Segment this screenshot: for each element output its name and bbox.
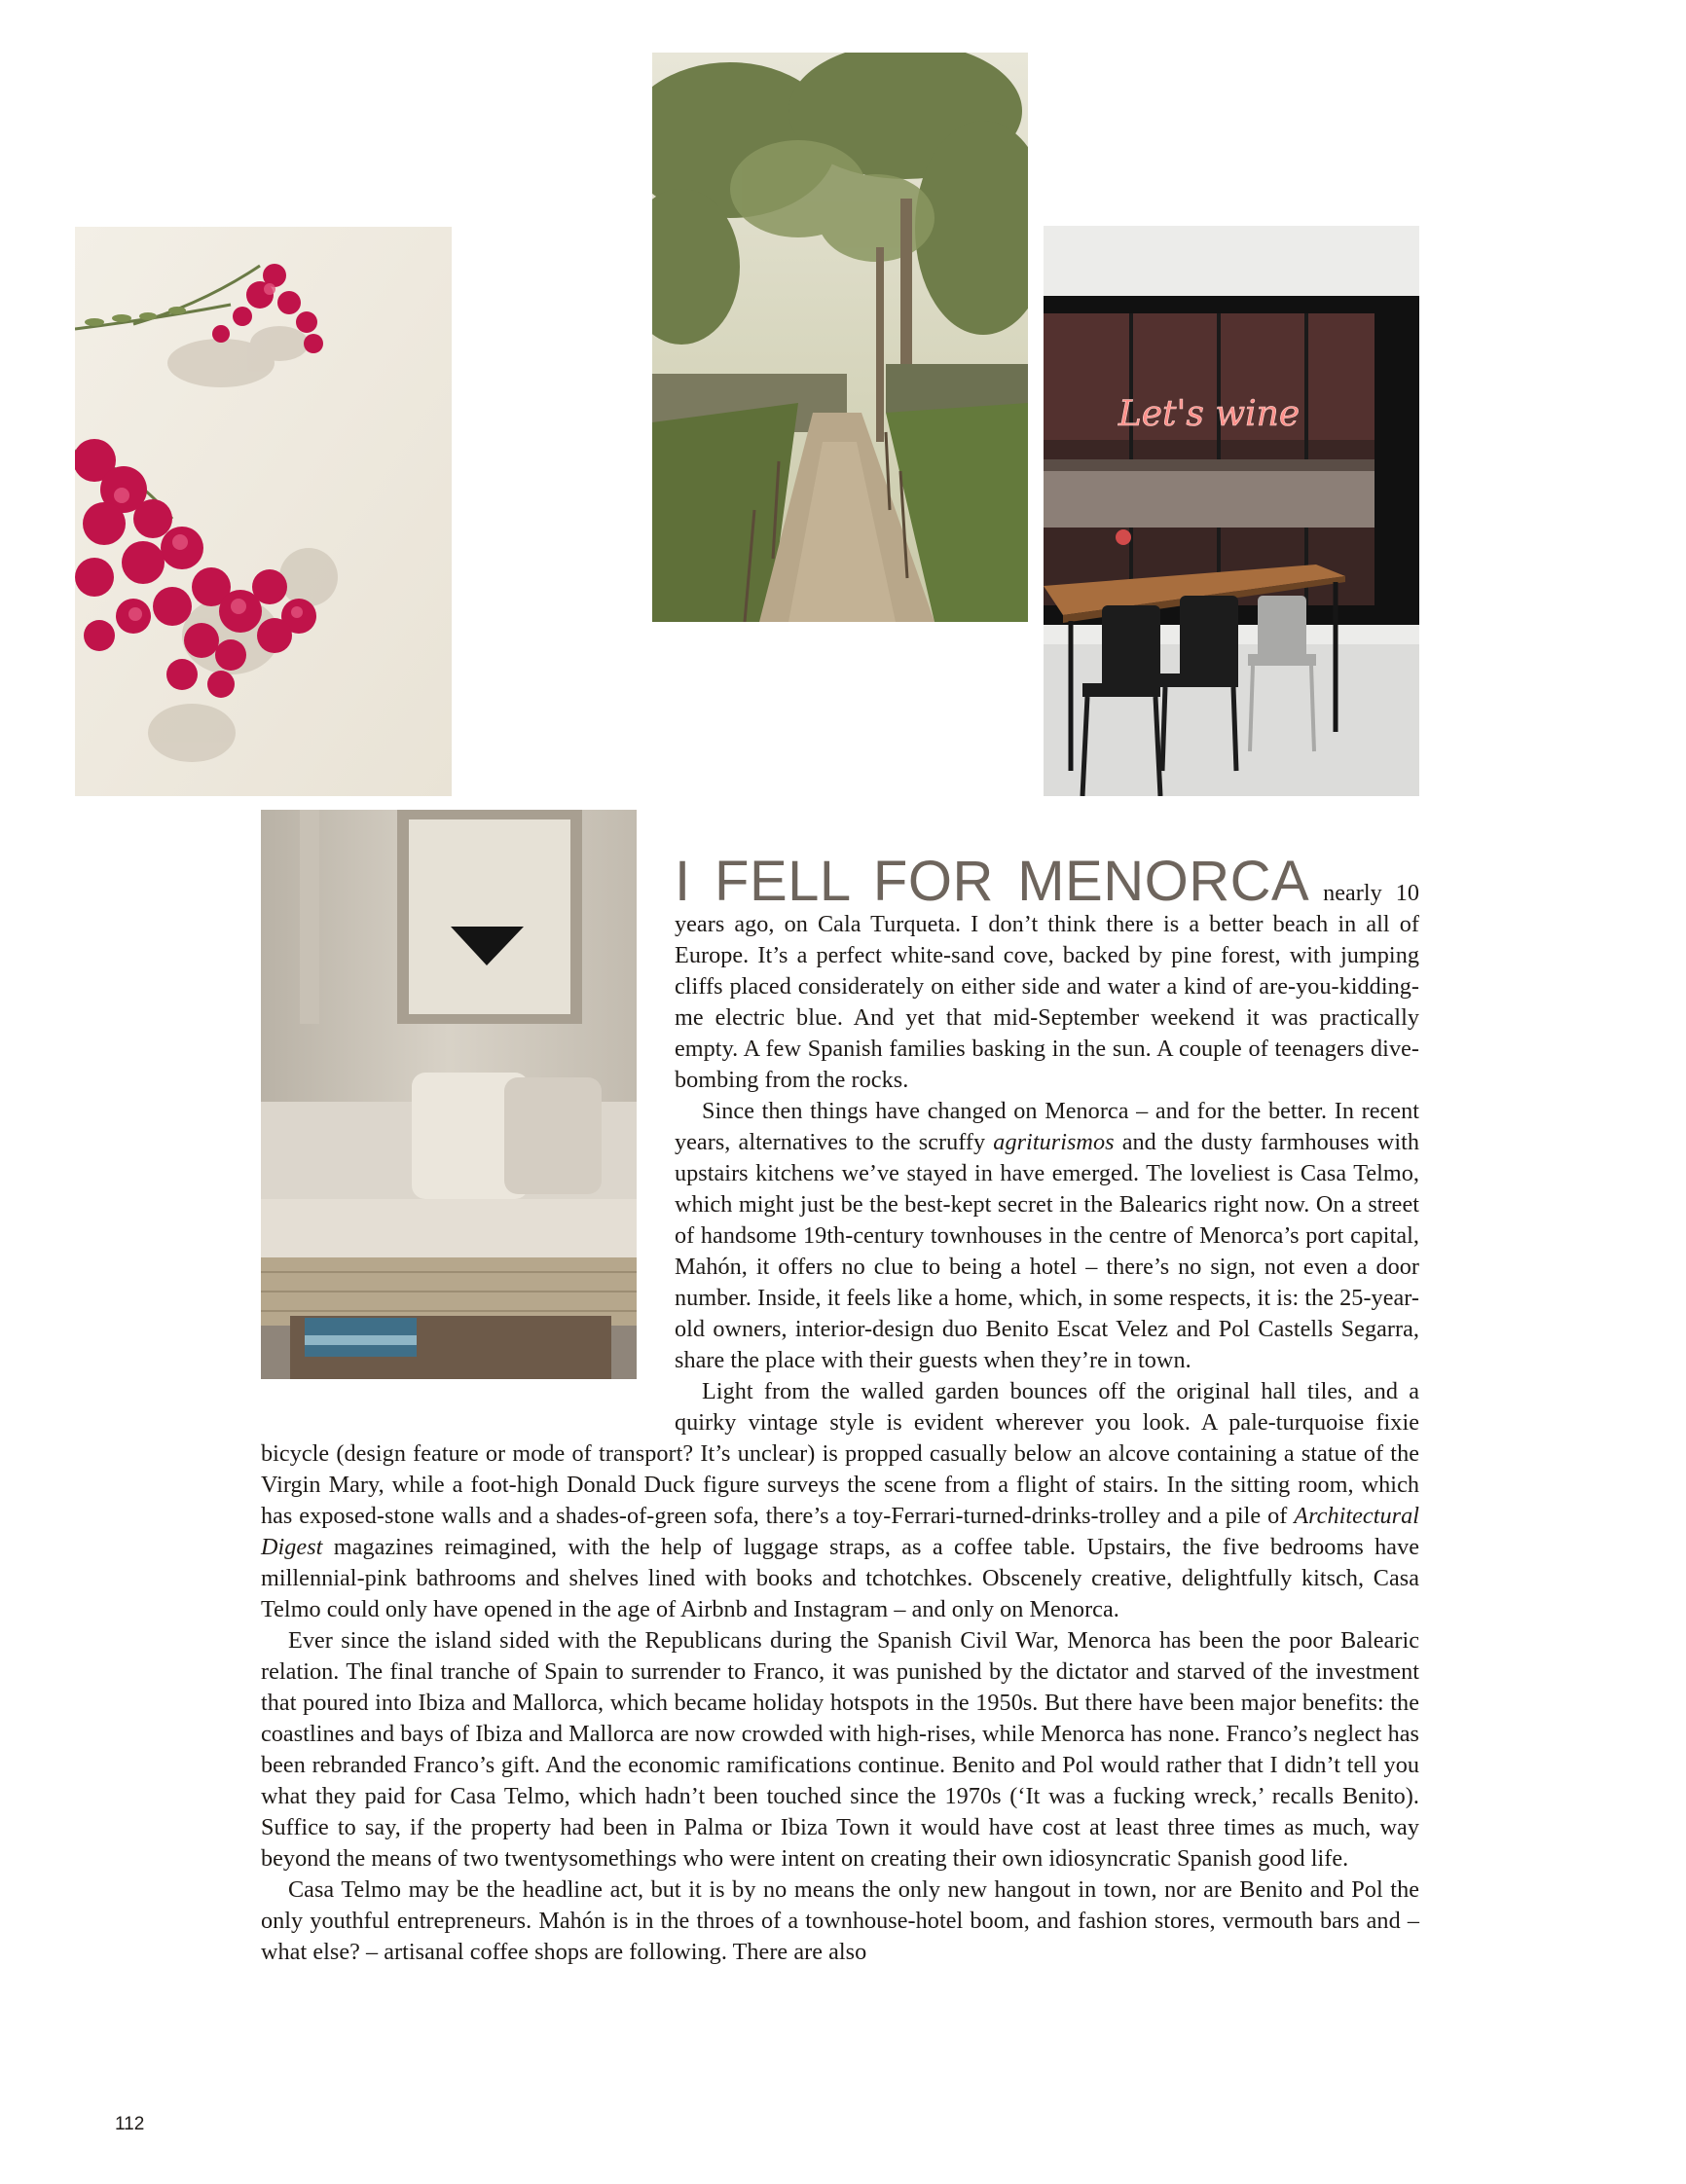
- garden-path-photo: [652, 53, 1028, 622]
- paragraph-3-text-a: Light from the walled garden bounces off the original hall tiles, and a quirky vintage style is evident wherever you look. A pale-turquoise fixie bicycle (design feature or mode of transport? It’s unclear) is propped casually below an alcove containing a statue of the Virgin Mary, while a foot-high Donald Duck figure surveys the scene from a flight of stairs. In the sitting room, which has exposed-stone walls and a shades-of-green sofa, there’s a toy-Ferrari-turned-drinks-trolley and a pile of: [261, 1378, 1419, 1529]
- paragraph-4: Ever since the island sided with the Republicans during the Spanish Civil War, Menorca has been the poor Balearic relation. The final tranche of Spain to surrender to Franco, it was punished by the dictator and starved of the investment that poured into Ibiza and Mallorca, which became holiday hotspots in the 1950s. But there have been major benefits: the coastlines and bays of Ibiza and Mallorca are now crowded with high-rises, while Menorca has none. Franco’s neglect has been rebranded Franco’s gift. And the economic ramifications continue. Benito and Pol would rather that I didn’t tell you what they paid for Casa Telmo, which hadn’t been touched since the 1970s (‘It was a fucking wreck,’ recalls Benito). Suffice to say, if the property had been in Palma or Ibiza Town it would have cost at least three times as much, way beyond the means of two twentysomethings who were intent on creating their own idiosyncratic Spanish good life.: [261, 1627, 1419, 1872]
- lede-heading: I FELL FOR MENORCA: [675, 850, 1310, 913]
- paragraph-2-italic: agriturismos: [993, 1129, 1115, 1155]
- image-wrap-space: [261, 866, 675, 1427]
- paragraph-2-text-a: Since then things have changed on Menorca – and for the better. In recent years, alternatives to the scruffy: [675, 1098, 1419, 1155]
- paragraph-1-text: nearly 10 years ago, on Cala Turqueta. I don’t think there is a better beach in all of Europe. It’s a perfect white-sand cove, backed by pine forest, with jumping cliffs placed considerately on either side and water a kind of are-you-kidding-me electric blue. And yet that mid-September weekend it was practically empty. A few Spanish families basking in the sun. A couple of teenagers dive-bombing from the rocks.: [675, 880, 1419, 1093]
- paragraph-2-text-b: and the dusty farmhouses with upstairs kitchens we’ve stayed in have emerged. The loveliest is Casa Telmo, which might just be the best-kept secret in the Balearics right now. On a street of handsome 19th-century townhouses in the centre of Menorca’s port capital, Mahón, it offers no clue to being a hotel – there’s no sign, not even a door number. Inside, it feels like a home, which, in some respects, it is: the 25-year-old owners, interior-design duo Benito Escat Velez and Pol Castells Segarra, share the place with their guests when they’re in town.: [675, 1129, 1420, 1373]
- page-number: 112: [115, 2114, 145, 2134]
- neon-sign: Let's wine: [1118, 394, 1301, 434]
- paragraph-3-italic: Architectural Digest: [261, 1503, 1419, 1560]
- wine-bar-photo: [1044, 226, 1419, 796]
- paragraph-3-text-b: magazines reimagined, with the help of luggage straps, as a coffee table. Upstairs, the five bedrooms have millennial-pink bathrooms and shelves lined with books and tchotchkes. Obscenely creative, delightfully kitsch, Casa Telmo could only have opened in the age of Airbnb and Instagram – and only on Menorca.: [261, 1534, 1419, 1622]
- paragraph-5: Casa Telmo may be the headline act, but it is by no means the only new hangout in town, nor are Benito and Pol the only youthful entrepreneurs. Mahón is in the throes of a townhouse-hotel boom, and fashion stores, vermouth bars and – what else? – artisanal coffee shops are following. There are also: [261, 1876, 1419, 1965]
- article-body: [261, 850, 1420, 1968]
- bougainvillea-photo: [75, 227, 452, 796]
